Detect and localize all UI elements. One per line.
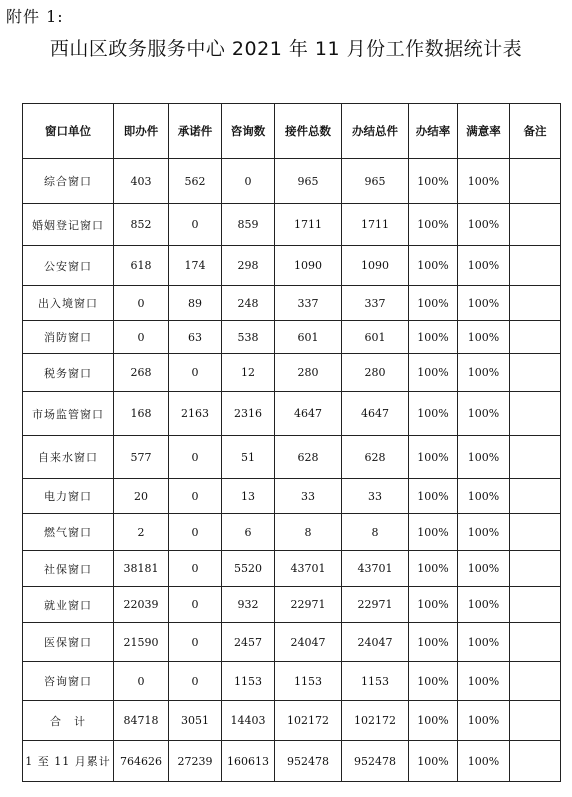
table-cell-completed-total: 4647 [342, 392, 409, 436]
table-cell-window-unit: 市场监管窗口 [23, 392, 114, 436]
table-cell-satisfaction-rate: 100% [458, 623, 510, 662]
table-cell-completed-total: 1711 [342, 204, 409, 246]
table-cell-remarks [510, 623, 561, 662]
table-cell-promised-items: 0 [169, 623, 222, 662]
table-cell-instant-items: 618 [114, 246, 169, 286]
table-cell-completion-rate: 100% [409, 741, 458, 782]
table-cell-promised-items: 63 [169, 321, 222, 354]
table-cell-promised-items: 0 [169, 587, 222, 623]
table-row [23, 551, 561, 587]
table-cell-satisfaction-rate: 100% [458, 741, 510, 782]
table-cell-consult-count: 538 [222, 321, 275, 354]
table-cell-completion-rate: 100% [409, 286, 458, 321]
table-cell-window-unit: 燃气窗口 [23, 514, 114, 551]
table-cell-satisfaction-rate: 100% [458, 204, 510, 246]
table-cell-received-total: 601 [275, 321, 342, 354]
column-header-satisfaction-rate: 满意率 [458, 104, 510, 159]
table-row [23, 392, 561, 436]
table-cell-completed-total: 8 [342, 514, 409, 551]
table-cell-completion-rate: 100% [409, 246, 458, 286]
table-cell-instant-items: 21590 [114, 623, 169, 662]
table-cell-remarks [510, 204, 561, 246]
table-cell-satisfaction-rate: 100% [458, 662, 510, 701]
table-cell-received-total: 102172 [275, 701, 342, 741]
table-cell-consult-count: 160613 [222, 741, 275, 782]
table-cell-window-unit: 社保窗口 [23, 551, 114, 587]
table-cell-instant-items: 22039 [114, 587, 169, 623]
table-cell-instant-items: 0 [114, 286, 169, 321]
table-cell-received-total: 952478 [275, 741, 342, 782]
table-cell-satisfaction-rate: 100% [458, 514, 510, 551]
table-cell-consult-count: 14403 [222, 701, 275, 741]
table-cell-consult-count: 51 [222, 436, 275, 479]
document-title: 西山区政务服务中心 2021 年 11 月份工作数据统计表 [49, 38, 523, 60]
table-cell-remarks [510, 354, 561, 392]
table-cell-received-total: 22971 [275, 587, 342, 623]
table-cell-satisfaction-rate: 100% [458, 479, 510, 514]
table-cell-satisfaction-rate: 100% [458, 392, 510, 436]
table-cell-promised-items: 3051 [169, 701, 222, 741]
table-cell-promised-items: 0 [169, 551, 222, 587]
table-cell-instant-items: 2 [114, 514, 169, 551]
table-cell-instant-items: 852 [114, 204, 169, 246]
table-cell-completed-total: 102172 [342, 701, 409, 741]
table-cell-promised-items: 0 [169, 514, 222, 551]
table-cell-promised-items: 562 [169, 159, 222, 204]
table-cell-consult-count: 6 [222, 514, 275, 551]
table-cell-received-total: 1090 [275, 246, 342, 286]
table-row [23, 159, 561, 204]
table-cell-remarks [510, 159, 561, 204]
table-cell-satisfaction-rate: 100% [458, 701, 510, 741]
table-cell-remarks [510, 392, 561, 436]
table-cell-window-unit: 就业窗口 [23, 587, 114, 623]
table-cell-satisfaction-rate: 100% [458, 159, 510, 204]
table-header-row [23, 104, 561, 159]
table-cell-consult-count: 859 [222, 204, 275, 246]
table-cell-completion-rate: 100% [409, 551, 458, 587]
table-cell-completed-total: 1090 [342, 246, 409, 286]
table-cell-consult-count: 248 [222, 286, 275, 321]
table-cell-remarks [510, 436, 561, 479]
table-cell-received-total: 33 [275, 479, 342, 514]
table-cell-received-total: 628 [275, 436, 342, 479]
table-cell-completion-rate: 100% [409, 587, 458, 623]
table-cell-satisfaction-rate: 100% [458, 354, 510, 392]
table-cell-promised-items: 89 [169, 286, 222, 321]
table-cell-completed-total: 952478 [342, 741, 409, 782]
table-cell-window-unit: 综合窗口 [23, 159, 114, 204]
table-cell-completed-total: 22971 [342, 587, 409, 623]
table-cell-completed-total: 1153 [342, 662, 409, 701]
column-header-promised-items: 承诺件 [169, 104, 222, 159]
table-cell-instant-items: 0 [114, 662, 169, 701]
table-cell-received-total: 1153 [275, 662, 342, 701]
table-cell-promised-items: 0 [169, 436, 222, 479]
table-cell-completion-rate: 100% [409, 159, 458, 204]
table-cell-window-unit: 医保窗口 [23, 623, 114, 662]
table-cell-window-unit: 出入境窗口 [23, 286, 114, 321]
attachment-label: 附件 1: [6, 7, 64, 26]
table-cell-satisfaction-rate: 100% [458, 551, 510, 587]
table-cell-completion-rate: 100% [409, 204, 458, 246]
table-cell-consult-count: 12 [222, 354, 275, 392]
table-row [23, 204, 561, 246]
table-cell-consult-count: 2316 [222, 392, 275, 436]
table-cell-window-unit: 电力窗口 [23, 479, 114, 514]
table-cell-satisfaction-rate: 100% [458, 321, 510, 354]
table-cell-consult-count: 298 [222, 246, 275, 286]
table-row [23, 436, 561, 479]
table-cell-completion-rate: 100% [409, 479, 458, 514]
table-row [23, 741, 561, 782]
table-cell-consult-count: 2457 [222, 623, 275, 662]
table-cell-promised-items: 0 [169, 479, 222, 514]
table-cell-completed-total: 965 [342, 159, 409, 204]
table-cell-window-unit: 婚姻登记窗口 [23, 204, 114, 246]
table-row [23, 321, 561, 354]
table-cell-promised-items: 0 [169, 662, 222, 701]
table-cell-remarks [510, 514, 561, 551]
table-cell-promised-items: 0 [169, 354, 222, 392]
table-cell-completion-rate: 100% [409, 354, 458, 392]
table-cell-promised-items: 27239 [169, 741, 222, 782]
table-row [23, 246, 561, 286]
table-cell-window-unit: 消防窗口 [23, 321, 114, 354]
table-cell-consult-count: 13 [222, 479, 275, 514]
table-cell-satisfaction-rate: 100% [458, 436, 510, 479]
table-cell-received-total: 337 [275, 286, 342, 321]
table-row [23, 479, 561, 514]
table-cell-remarks [510, 286, 561, 321]
table-cell-instant-items: 403 [114, 159, 169, 204]
table-cell-remarks [510, 741, 561, 782]
table-cell-instant-items: 84718 [114, 701, 169, 741]
column-header-received-total: 接件总数 [275, 104, 342, 159]
column-header-completed-total: 办结总件 [342, 104, 409, 159]
table-cell-completion-rate: 100% [409, 701, 458, 741]
table-cell-satisfaction-rate: 100% [458, 587, 510, 623]
table-cell-window-unit: 自来水窗口 [23, 436, 114, 479]
table-cell-remarks [510, 662, 561, 701]
table-cell-received-total: 965 [275, 159, 342, 204]
table-cell-completed-total: 601 [342, 321, 409, 354]
table-cell-promised-items: 2163 [169, 392, 222, 436]
column-header-remarks: 备注 [510, 104, 561, 159]
table-cell-window-unit: 咨询窗口 [23, 662, 114, 701]
table-row [23, 514, 561, 551]
table-cell-completed-total: 628 [342, 436, 409, 479]
table-cell-remarks [510, 551, 561, 587]
table-cell-promised-items: 0 [169, 204, 222, 246]
table-cell-instant-items: 0 [114, 321, 169, 354]
table-cell-consult-count: 5520 [222, 551, 275, 587]
table-cell-consult-count: 0 [222, 159, 275, 204]
table-cell-remarks [510, 479, 561, 514]
table-cell-instant-items: 20 [114, 479, 169, 514]
table-cell-completion-rate: 100% [409, 662, 458, 701]
table-cell-instant-items: 764626 [114, 741, 169, 782]
statistics-table [22, 103, 561, 782]
table-cell-promised-items: 174 [169, 246, 222, 286]
table-cell-remarks [510, 321, 561, 354]
table-cell-window-unit: 税务窗口 [23, 354, 114, 392]
table-cell-received-total: 4647 [275, 392, 342, 436]
table-row [23, 587, 561, 623]
table-cell-remarks [510, 701, 561, 741]
table-row [23, 286, 561, 321]
table-cell-instant-items: 168 [114, 392, 169, 436]
table-cell-completion-rate: 100% [409, 514, 458, 551]
table-cell-window-unit: 公安窗口 [23, 246, 114, 286]
table-cell-completion-rate: 100% [409, 392, 458, 436]
table-cell-completed-total: 43701 [342, 551, 409, 587]
table-cell-consult-count: 932 [222, 587, 275, 623]
table-cell-received-total: 43701 [275, 551, 342, 587]
table-cell-completion-rate: 100% [409, 321, 458, 354]
table-cell-window-unit: 合 计 [23, 701, 114, 741]
table-cell-completed-total: 280 [342, 354, 409, 392]
table-cell-instant-items: 577 [114, 436, 169, 479]
column-header-instant-items: 即办件 [114, 104, 169, 159]
table-cell-remarks [510, 587, 561, 623]
table-cell-completed-total: 33 [342, 479, 409, 514]
table-body [23, 159, 561, 782]
table-cell-completion-rate: 100% [409, 623, 458, 662]
table-row [23, 662, 561, 701]
table-cell-received-total: 280 [275, 354, 342, 392]
table-cell-satisfaction-rate: 100% [458, 246, 510, 286]
table-cell-completed-total: 337 [342, 286, 409, 321]
table-cell-satisfaction-rate: 100% [458, 286, 510, 321]
table-cell-completed-total: 24047 [342, 623, 409, 662]
table-cell-remarks [510, 246, 561, 286]
table-cell-instant-items: 268 [114, 354, 169, 392]
column-header-window-unit: 窗口单位 [23, 104, 114, 159]
table-cell-consult-count: 1153 [222, 662, 275, 701]
table-row [23, 354, 561, 392]
column-header-completion-rate: 办结率 [409, 104, 458, 159]
table-row [23, 623, 561, 662]
table-cell-received-total: 8 [275, 514, 342, 551]
table-cell-instant-items: 38181 [114, 551, 169, 587]
table-row [23, 701, 561, 741]
table-cell-received-total: 24047 [275, 623, 342, 662]
table-cell-window-unit: 1 至 11 月累计 [23, 741, 114, 782]
column-header-consult-count: 咨询数 [222, 104, 275, 159]
table-cell-received-total: 1711 [275, 204, 342, 246]
table-cell-completion-rate: 100% [409, 436, 458, 479]
